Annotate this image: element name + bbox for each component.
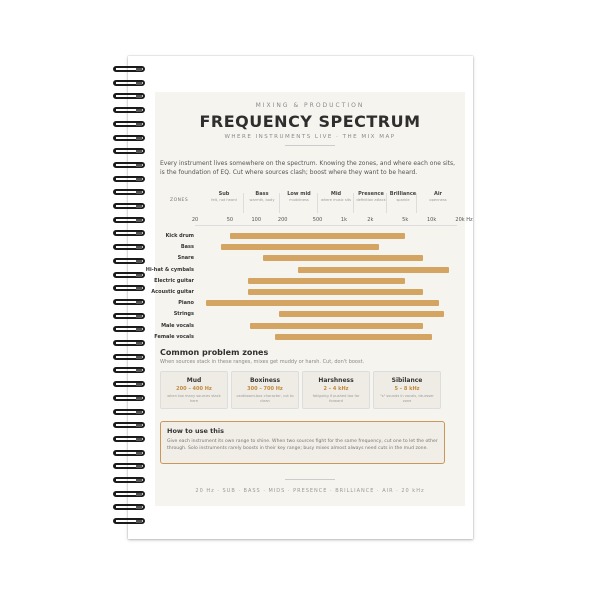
binding-ring xyxy=(113,477,145,483)
problem-desc: fatiguing if pushed too far forward xyxy=(312,394,360,403)
binding-ring xyxy=(113,504,145,510)
axis-line xyxy=(195,225,457,226)
binding-ring xyxy=(113,436,145,442)
instrument-label: Piano xyxy=(178,300,194,307)
binding-ring xyxy=(113,176,145,182)
footer: 20 Hz · SUB · BASS · MIDS · PRESENCE · BRILLIANCE · AIR · 20 kHz xyxy=(195,488,425,494)
binding-ring xyxy=(113,326,145,332)
binding-ring xyxy=(113,148,145,154)
poster-subtitle: WHERE INSTRUMENTS LIVE · THE MIX MAP xyxy=(224,134,396,140)
binding-ring xyxy=(113,217,145,223)
zone-name: Low mid xyxy=(287,191,311,197)
problem-zones-title: Common problem zones xyxy=(160,348,269,357)
binding-ring xyxy=(113,285,145,291)
binding-ring xyxy=(113,422,145,428)
instrument-row xyxy=(155,277,465,286)
intro-text: Every instrument lives somewhere on the spectrum. Knowing the zones, and where each one sits, is the foundation of EQ. Cut where sources clash; boost where they want to be heard. xyxy=(160,160,456,176)
problem-name: Mud xyxy=(186,377,202,384)
tick-label: 20 xyxy=(191,217,199,223)
zone-desc: openness xyxy=(429,198,447,202)
zone-desc: muddiness xyxy=(289,198,309,202)
binding-ring xyxy=(113,340,145,346)
instrument-range-bar xyxy=(275,334,431,340)
zone-desc: sparkle xyxy=(396,198,410,202)
binding-ring xyxy=(113,395,145,401)
instrument-label: Male vocals xyxy=(161,322,194,329)
zone-separator xyxy=(416,193,417,213)
tick-label: 20k Hz xyxy=(455,217,473,223)
zone-mid xyxy=(319,191,353,203)
binding-ring xyxy=(113,518,145,524)
problem-name: Boxiness xyxy=(249,377,281,384)
binding-ring xyxy=(113,354,145,360)
zone-low-mid xyxy=(281,191,317,203)
zone-separator xyxy=(317,193,318,213)
zone-name: Bass xyxy=(255,191,269,197)
binding-ring xyxy=(113,93,145,99)
problem-zones-subtitle: When sources stack in these ranges, mixes get muddy or harsh. Cut, don't boost. xyxy=(160,359,365,365)
zone-desc: felt, not heard xyxy=(211,198,237,202)
frequency-axis xyxy=(191,217,473,225)
tick-label: 10k xyxy=(426,217,437,223)
instrument-row xyxy=(151,288,465,297)
instrument-range-bar xyxy=(279,311,445,317)
zone-desc: where music sits xyxy=(320,198,352,202)
binding-ring xyxy=(113,230,145,236)
tick-label: 5k xyxy=(402,217,409,223)
binding-ring xyxy=(113,313,145,319)
zone-brilliance xyxy=(388,191,418,203)
spiral-binding xyxy=(113,66,147,534)
instrument-range-bar xyxy=(298,267,449,273)
how-to-body: Give each instrument its own range to shine. When two sources fight for the same frequency, cut one to let the other through. Solo instruments rarely boosts in their key range; busy mixes almost always need cuts in the mud zone. xyxy=(167,439,438,451)
binding-ring xyxy=(113,189,145,195)
problem-card-harshness xyxy=(302,371,370,409)
tick-label: 1k xyxy=(340,217,347,223)
binding-ring xyxy=(113,244,145,250)
how-to-box xyxy=(160,421,445,464)
binding-ring xyxy=(113,203,145,209)
binding-ring xyxy=(113,135,145,141)
zone-presence xyxy=(355,191,387,203)
instrument-range-bar xyxy=(230,233,405,239)
tick-label: 50 xyxy=(226,217,234,223)
problem-name: Sibilance xyxy=(391,377,423,384)
how-to-title: How to use this xyxy=(167,427,225,435)
instrument-label: Kick drum xyxy=(165,233,194,239)
zone-separator xyxy=(279,193,280,213)
instrument-range-bar xyxy=(250,323,423,329)
tick-label: 100 xyxy=(251,217,262,223)
footer-divider xyxy=(285,479,335,480)
binding-ring xyxy=(113,80,145,86)
zone-separator xyxy=(243,193,244,213)
instrument-row xyxy=(145,266,465,275)
instrument-range-bar xyxy=(206,300,438,306)
problem-desc: cardboard-box character, cut to clean xyxy=(236,394,294,403)
title-divider xyxy=(285,145,335,146)
problem-card-boxiness xyxy=(231,371,299,409)
zone-desc: warmth, body xyxy=(249,198,275,202)
poster xyxy=(145,92,473,506)
problem-card-mud xyxy=(160,371,228,409)
problem-range: 5 – 8 kHz xyxy=(394,386,420,392)
problem-range: 2 – 4 kHz xyxy=(323,386,349,392)
binding-ring xyxy=(113,272,145,278)
instrument-row xyxy=(155,310,465,319)
instrument-label: Female vocals xyxy=(154,333,194,340)
problem-desc: "s" sounds in vocals, de-esser zone xyxy=(380,394,434,403)
binding-ring xyxy=(113,491,145,497)
instrument-range-bar xyxy=(248,278,405,284)
binding-ring xyxy=(113,162,145,168)
binding-ring xyxy=(113,409,145,415)
instrument-row xyxy=(155,232,465,241)
poster-kicker: MIXING & PRODUCTION xyxy=(255,102,365,109)
binding-ring xyxy=(113,299,145,305)
instrument-label: Hi-hat & cymbals xyxy=(145,266,194,273)
problem-range: 200 – 400 Hz xyxy=(176,386,212,392)
instrument-row xyxy=(155,333,465,342)
zones-label: ZONES xyxy=(170,198,189,203)
problem-range: 300 – 700 Hz xyxy=(247,386,283,392)
zone-desc: definition attack xyxy=(356,198,386,202)
instrument-range-bar xyxy=(263,255,423,261)
instrument-row xyxy=(155,299,465,308)
zone-name: Mid xyxy=(330,191,342,197)
tick-label: 500 xyxy=(312,217,323,223)
instrument-row xyxy=(155,254,465,263)
binding-ring xyxy=(113,258,145,264)
binding-ring xyxy=(113,367,145,373)
binding-ring xyxy=(113,107,145,113)
instrument-label: Snare xyxy=(177,255,194,262)
tick-label: 2k xyxy=(367,217,374,223)
instrument-label: Electric guitar xyxy=(154,277,194,284)
instrument-range-bar xyxy=(248,289,423,295)
binding-ring xyxy=(113,121,145,127)
problem-name: Harshness xyxy=(318,377,354,384)
instrument-range-bar xyxy=(221,244,378,250)
zone-air xyxy=(418,191,458,203)
binding-ring xyxy=(113,66,145,72)
zone-sub xyxy=(207,191,241,203)
problem-desc: when too many sources stack here xyxy=(167,394,221,403)
instrument-label: Acoustic guitar xyxy=(151,289,194,295)
binding-ring xyxy=(113,381,145,387)
zone-bass xyxy=(245,191,279,203)
zone-separator xyxy=(353,193,354,213)
instrument-label: Bass xyxy=(180,244,194,251)
instrument-row xyxy=(155,322,465,331)
instrument-row xyxy=(155,243,465,252)
zone-separator xyxy=(386,193,387,213)
instrument-label: Strings xyxy=(173,311,194,318)
tick-label: 200 xyxy=(277,217,288,223)
zone-name: Sub xyxy=(218,191,230,197)
problem-card-sibilance xyxy=(373,371,441,409)
binding-ring xyxy=(113,450,145,456)
zones-row xyxy=(205,191,460,215)
zone-name: Air xyxy=(433,191,443,197)
binding-ring xyxy=(113,463,145,469)
zone-name: Brilliance xyxy=(389,191,417,197)
poster-title: FREQUENCY SPECTRUM xyxy=(199,112,421,131)
zone-name: Presence xyxy=(358,191,384,197)
